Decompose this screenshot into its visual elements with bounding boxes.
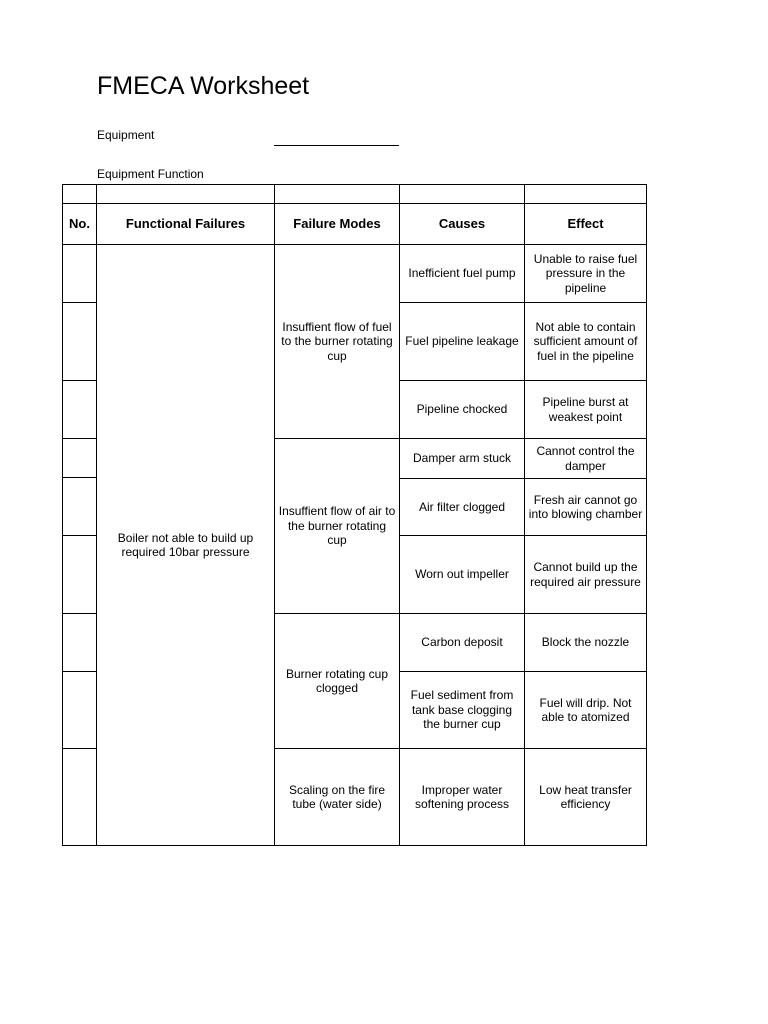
no-cell [63, 749, 97, 846]
fmeca-table [62, 184, 647, 846]
no-cell [63, 614, 97, 672]
cause-cell: Improper water softening process [400, 749, 525, 846]
effect-cell: Pipeline burst at weakest point [525, 381, 647, 439]
header-failure-modes: Failure Modes [275, 204, 400, 245]
no-cell [63, 672, 97, 749]
cause-cell: Carbon deposit [400, 614, 525, 672]
cause-cell: Inefficient fuel pump [400, 245, 525, 303]
failure-mode-cell: Insuffient flow of fuel to the burner rotating cup [275, 245, 400, 439]
failure-mode-cell: Burner rotating cup clogged [275, 614, 400, 749]
blank-cell [400, 185, 525, 204]
blank-row [63, 185, 647, 204]
no-cell [63, 536, 97, 614]
no-cell [63, 478, 97, 536]
header-row [63, 204, 647, 245]
no-cell [63, 439, 97, 478]
table-row [63, 245, 647, 303]
effect-cell: Not able to contain sufficient amount of fuel in the pipeline [525, 303, 647, 381]
no-cell [63, 303, 97, 381]
header-no: No. [63, 204, 97, 245]
header-effect: Effect [525, 204, 647, 245]
no-cell [63, 245, 97, 303]
failure-mode-cell: Insuffient flow of air to the burner rotating cup [275, 439, 400, 614]
cause-cell: Damper arm stuck [400, 439, 525, 479]
effect-cell: Fresh air cannot go into blowing chamber [525, 479, 647, 536]
effect-cell: Block the nozzle [525, 614, 647, 672]
cause-cell: Worn out impeller [400, 536, 525, 614]
page-title: FMECA Worksheet [97, 72, 310, 100]
effect-cell: Cannot build up the required air pressure [525, 536, 647, 614]
cause-cell: Pipeline chocked [400, 381, 525, 439]
failure-mode-cell: Scaling on the fire tube (water side) [275, 749, 400, 846]
header-functional-failures: Functional Failures [97, 204, 275, 245]
cause-cell: Air filter clogged [400, 479, 525, 536]
header-causes: Causes [400, 204, 525, 245]
equipment-function-label: Equipment Function [97, 167, 204, 181]
cause-cell: Fuel pipeline leakage [400, 303, 525, 381]
equipment-field-line [274, 145, 399, 146]
equipment-label: Equipment [97, 128, 155, 142]
effect-cell: Cannot control the damper [525, 439, 647, 479]
blank-cell [275, 185, 400, 204]
blank-cell [525, 185, 647, 204]
functional-failure-cell: Boiler not able to build up required 10bar pressure [97, 245, 275, 846]
effect-cell: Fuel will drip. Not able to atomized [525, 672, 647, 749]
blank-cell [97, 185, 275, 204]
effect-cell: Unable to raise fuel pressure in the pipeline [525, 245, 647, 303]
no-cell [63, 381, 97, 439]
effect-cell: Low heat transfer efficiency [525, 749, 647, 846]
cause-cell: Fuel sediment from tank base clogging the burner cup [400, 672, 525, 749]
blank-cell [63, 185, 97, 204]
